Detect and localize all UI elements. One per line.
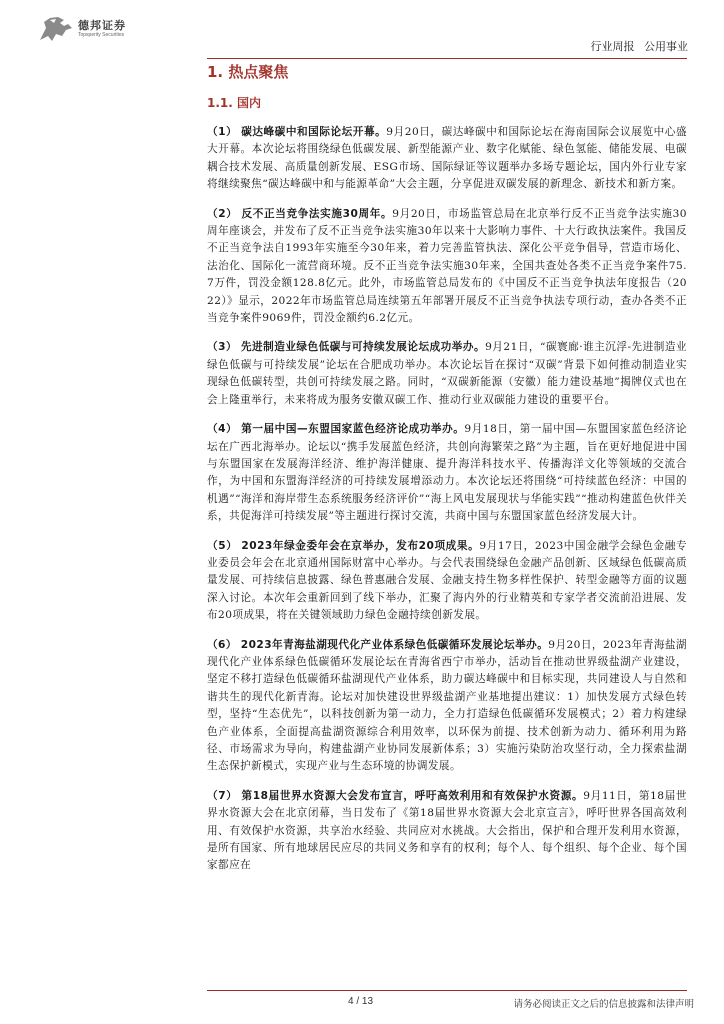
item-body: 9月21日，“碳寰廊·谁主沉浮-先进制造业绿色低碳与可持续发展”论坛在合肥成功举办。本次论坛旨在探讨“双碳”背景下如何推动制造业实现绿色低碳转型，共创可持续发展之路。同时，“双碳新能源（安徽）能力建设基地”揭牌仪式也在会上隆重举行，未来将成为服务安徽双碳工作、推动行业双碳能力建设的重要平台。	[207, 341, 687, 406]
logo-name-en: Topsperity Securities	[78, 32, 125, 38]
news-item	[207, 421, 687, 525]
news-item	[207, 206, 687, 328]
page-number: 4 / 13	[348, 996, 374, 1007]
horse-logo-icon	[38, 14, 74, 44]
footer-divider	[207, 990, 687, 991]
news-item	[207, 538, 687, 625]
item-body: 9月18日，第一届中国—东盟国家蓝色经济论坛在广西北海举办。论坛以“携手发展蓝色经济，共创向海繁荣之路”为主题，旨在更好地促进中国与东盟国家在发展海洋经济、维护海洋健康、提升海洋科技水平、传播海洋文化等领域的交流合作，为中国和东盟海洋经济的可持续发展增添动力。本次论坛还将围绕“可持续蓝色经济：中国的机遇”“海洋和海岸带生态系统服务经济评价”“海上风电发展现状与华能实践”“推动构建蓝色伙伴关系，共促海洋可持续发展”等主题进行探讨交流，共商中国与东盟国家蓝色经济发展大计。	[207, 423, 687, 523]
item-number: （4）	[207, 423, 238, 436]
header-divider	[207, 58, 687, 59]
item-body: 9月20日，碳达峰碳中和国际论坛在海南国际会议展览中心盛大开幕。本次论坛将围绕绿色低碳发展、新型能源产业、数字化赋能、绿色氢能、储能发展、电碳耦合技术发展、高质量创新发展、ESG市场、国际绿证等议题举办多场专题论坛，国内外行业专家将继续聚焦“碳达峰碳中和与能源革命”大会主题，分享促进双碳发展的新理念、新技术和新方案。	[207, 126, 687, 191]
item-title: 2023年绿金委年会在京举办，发布20项成果。	[241, 539, 480, 552]
item-number: （6）	[207, 638, 237, 651]
news-item	[207, 124, 687, 194]
logo-name-cn: 德邦证券	[78, 19, 126, 32]
item-body: 9月11日，第18届世界水资源大会在北京闭幕，当日发布了《第18届世界水资源大会北京宣言》，呼吁世界各国高效利用、有效保护水资源，共享治水经验、共同应对水挑战。大会指出，保护和合理开发利用水资源，是所有国家、所有地球居民应尽的共同义务和享有的权利；每个人、每个组织、每个企业、每个国家都应在	[207, 789, 687, 872]
report-meta	[585, 38, 689, 54]
item-title: 先进制造业绿色低碳与可持续发展论坛成功举办。	[240, 341, 486, 354]
item-number: （2）	[207, 207, 238, 220]
news-item	[207, 339, 687, 409]
item-title: 2023年青海盐湖现代化产业体系绿色低碳循环发展论坛举办。	[240, 638, 549, 651]
industry-label: 公用事业	[644, 40, 688, 53]
legal-disclaimer: 请务必阅读正文之后的信息披露和法律声明	[513, 999, 694, 1010]
report-type: 行业周报	[590, 40, 635, 53]
page-header	[0, 0, 724, 62]
news-item	[207, 637, 687, 776]
section-heading: 1. 热点聚焦	[207, 63, 289, 81]
item-number: （5）	[207, 539, 238, 552]
main-content	[207, 60, 687, 875]
item-number: （3）	[207, 341, 238, 354]
item-title: 反不正当竞争法实施30周年。	[241, 207, 393, 220]
brand-logo	[38, 14, 126, 44]
page-footer	[0, 990, 724, 1020]
item-number: （1）	[207, 126, 238, 138]
item-body: 9月20日，2023年青海盐湖现代化产业体系绿色低碳循环发展论坛在青海省西宁市举办，活动旨在推动世界级盐湖产业建设，坚定不移打造绿色低碳循环盐湖现代产业体系，助力碳达峰碳中和目标实现，共同建设人与自然和谐共生的现代化新青海。论坛对加快建设世界级盐湖产业基地提出建议：1）加快发展方式绿色转型，坚持“生态优先”，以科技创新为第一动力，全力打造绿色低碳循环发展模式；2）着力构建绿色产业体系，全面提高盐湖资源综合利用效率，以环保为前提、技术创新为动力、循环利用为路径、市场需求为导向，构建盐湖产业协同发展新体系；3）实施污染防治攻坚行动，全力探索盐湖生态保护新模式，实现产业与生态环境的协调发展。	[207, 638, 687, 773]
item-title: 第一届中国—东盟国家蓝色经济论成功举办。	[241, 423, 465, 436]
item-title: 碳达峰碳中和国际论坛开幕。	[241, 126, 387, 138]
item-body: 9月20日，市场监管总局在北京举行反不正当竞争法实施30周年座谈会，并发布了反不正当竞争法实施30年以来十大影响力事件、十大行政执法案件。我国反不正当竞争法自1993年实施至今30年来，着力完善监管执法、深化公平竞争倡导，营造市场化、法治化、国际化一流营商环境。反不正当竞争法实施30年来，全国共查处各类不正当竞争案件75.7万件，罚没金额128.8亿元。此外，市场监管总局发布的《中国反不正当竞争执法年度报告（2022）》显示，2022年市场监管总局连续第五年部署开展反不正当竞争执法专项行动，查办各类不正当竞争案件9069件，罚没金额约6.2亿元。	[207, 207, 687, 325]
subsection-heading: 1.1. 国内	[207, 96, 261, 110]
item-body: 9月17日，2023中国金融学会绿色金融专业委员会年会在北京通州国际财富中心举办。与会代表围绕绿色金融产品创新、区域绿色低碳高质量发展、可持续信息披露、绿色普惠融合发展、金融支持生物多样性保护、转型金融等方面的议题深入讨论。本次年会重新回到了线下举办，汇聚了海内外的行业精英和专家学者交流前沿进展、发布20项成果，将在关键领域助力绿色金融持续创新发展。	[207, 539, 687, 622]
item-number: （7）	[207, 789, 238, 802]
item-title: 第18届世界水资源大会发布宣言，呼吁高效利用和有效保护水资源。	[241, 789, 584, 802]
news-item	[207, 788, 687, 875]
